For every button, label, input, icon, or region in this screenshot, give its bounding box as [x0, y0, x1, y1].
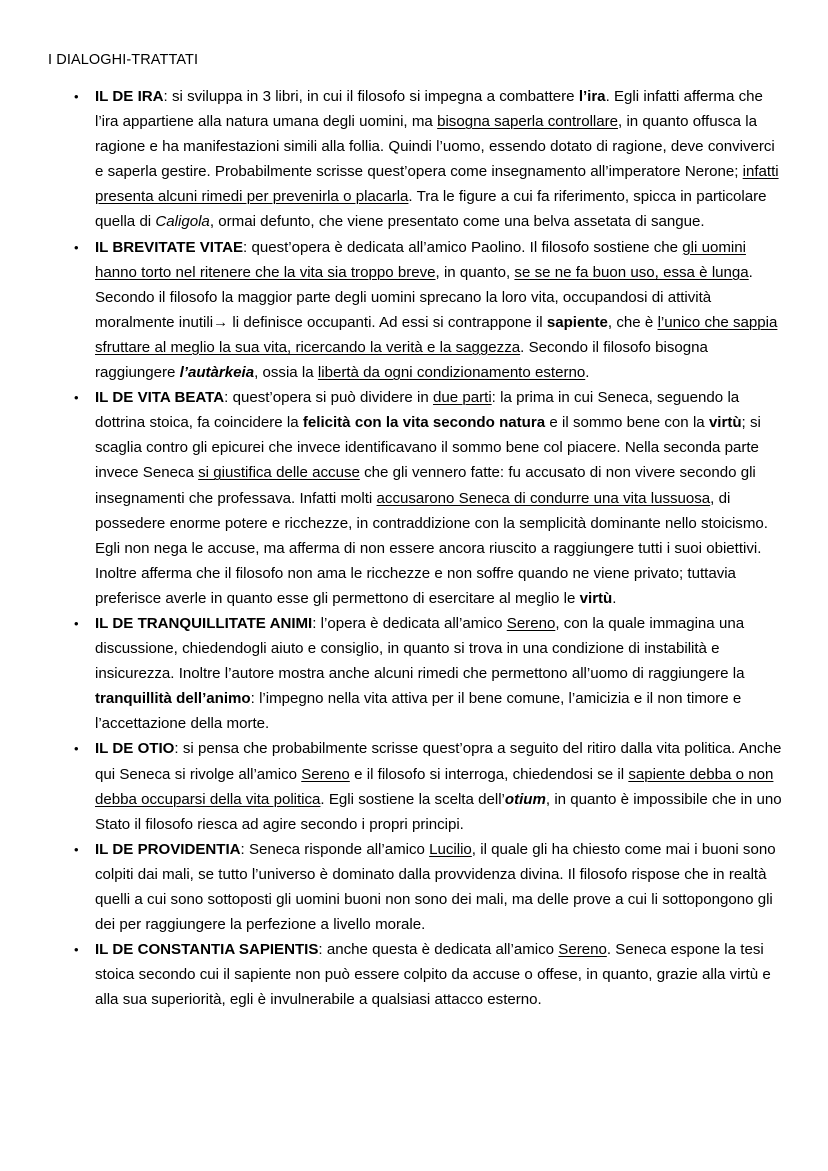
list-item-text: [95, 615, 744, 732]
text-run: , in quanto è impossibile che in uno Stato il filosofo riesca ad agire secondo i propri principi.: [95, 790, 782, 833]
text-run: , in quanto offusca la ragione e ha manifestazioni simili alla follia. Quindi l’uomo, essendo dotato di ragione, deve conviverci e saperla gestire. Probabilmente scrisse quest’opera come insegnamento all’imperatore Nerone;: [95, 113, 775, 181]
text-run: Sereno: [506, 614, 556, 632]
text-run: . Egli sostiene la scelta dell’: [320, 790, 505, 808]
text-run: : Seneca risponde all’amico: [240, 840, 430, 858]
text-run: : quest’opera si può dividere in: [224, 389, 433, 407]
text-run: l’ira: [578, 88, 606, 105]
bullet-marker-icon: [74, 84, 86, 109]
text-run: , che è: [607, 313, 658, 331]
page-title: I DIALOGHI-TRATTATI: [48, 52, 199, 68]
text-run: , di possedere enorme potere e ricchezze, in contraddizione con la semplicità dominante nello stoicismo. Egli non nega le accuse, ma afferma di non essere ancora riuscito a raggiungere tutti i suoi obiettivi. Inoltre afferma che il filosofo non ama le ricchezze e non soffre quando ne viene privato; tuttavia preferisce averle in quanto esse gli permettono di esercitare al meglio le: [95, 489, 768, 607]
text-run: infatti presenta alcuni rimedi per prevenirla o placarla: [95, 163, 779, 206]
text-run: , con la quale immagina una discussione, chiedendogli aiuto e consiglio, in quanto si trova in una condizione di instabilità e insicurezza. Inoltre l’autore mostra anche alcuni rimedi che permettono all’uomo di raggiungere la: [95, 614, 745, 683]
text-run: Sereno: [301, 765, 350, 783]
text-run: libertà da ogni condizionamento esterno: [317, 364, 586, 382]
text-run: sapiente debba o non debba occuparsi della vita politica: [95, 765, 774, 808]
list-item-heading: IL DE VITA BEATA: [95, 389, 225, 407]
text-run: . Secondo il filosofo la maggior parte degli uomini sprecano la loro vita, occupandosi di attività moralmente inutili: [95, 263, 753, 331]
text-run: : la prima in cui Seneca, seguendo la dottrina stoica, fa coincidere la: [95, 389, 740, 432]
text-run: otium: [504, 790, 546, 808]
text-run: : si pensa che probabilmente scrisse quest’opra a seguito del ritiro dalla vita politica. Anche qui Seneca si rivolge all’amico: [95, 740, 782, 783]
text-run: .: [585, 364, 590, 382]
text-run: virtù: [579, 589, 613, 607]
text-run: , ossia la: [254, 364, 318, 382]
text-run: : si sviluppa in 3 libri, in cui il filosofo si impegna a combattere: [163, 88, 579, 105]
list-item-heading: IL DE IRA: [95, 88, 164, 105]
list-item-text: [95, 740, 782, 832]
text-run: che gli vennero fatte: fu accusato di non vivere secondo gli insegnamenti che professava. Infatti molti: [95, 464, 756, 507]
text-run: tranquillità dell’animo: [95, 690, 251, 708]
list-item: [48, 235, 783, 386]
text-run: Caligola: [155, 213, 210, 231]
text-run: : l’opera è dedicata all’amico: [312, 614, 507, 632]
text-run: : quest’opera è dedicata all’amico Paolino. Il filosofo sostiene che: [243, 238, 683, 256]
text-run: Sereno: [558, 941, 607, 959]
bullet-marker-icon: [74, 611, 86, 636]
text-run: . Secondo il filosofo bisogna raggiungere: [95, 338, 708, 382]
text-run: , il quale gli ha chiesto come mai i buoni sono colpiti dai mali, se tutto l’universo è dominato dalla provvidenza divina. Il filosofo rispose che in realtà quelli a cui sono sottoposti gli uomini buoni non sono dei mali, ma delle prove a cui li sottopongono gli dei per raggiungere la perfezione a livello morale.: [95, 840, 776, 934]
text-run: : l’impegno nella vita attiva per il bene comune, l’amicizia e il non timore e l’accettazione della morte.: [95, 690, 742, 733]
text-run: virtù: [708, 414, 742, 432]
list-item: [48, 385, 783, 611]
text-run: e il filosofo si interroga, chiedendosi se il: [349, 765, 629, 783]
text-run: . Tra le figure a cui fa riferimento, spicca in particolare quella di: [95, 188, 767, 231]
text-run: . Seneca espone la tesi stoica secondo cui il sapiente non può essere colpito da accuse o offese, in quanto, grazie alla virtù e alla sua superiorità, egli è invulnerabile a qualsiasi attacco esterno.: [95, 941, 771, 1009]
list-item: [48, 84, 783, 235]
text-run: ; si scaglia contro gli epicurei che invece identificavano il sommo bene col piacere. Nella seconda parte invece Seneca: [95, 414, 761, 482]
list-item-text: [95, 941, 771, 1008]
text-run: →: [213, 313, 229, 331]
text-run: e il sommo bene con la: [545, 414, 709, 432]
text-run: gli uomini hanno torto nel ritenere che la vita sia troppo breve: [95, 238, 746, 281]
bullet-marker-icon: [74, 837, 86, 862]
text-run: accusarono Seneca di condurre una vita lussuosa: [376, 489, 711, 507]
list-item-text: [95, 389, 768, 607]
list-item: [48, 937, 783, 1012]
text-run: , ormai defunto, che viene presentato come una belva assetata di sangue.: [209, 213, 705, 231]
text-run: : anche questa è dedicata all’amico: [318, 941, 559, 959]
text-run: li definisce occupanti. Ad essi si contrappone il: [228, 313, 547, 331]
dialogues-list: [48, 84, 783, 1012]
list-item: [48, 837, 783, 937]
bullet-marker-icon: [74, 235, 86, 260]
text-run: .: [612, 589, 617, 607]
bullet-marker-icon: [74, 736, 86, 761]
text-run: Lucilio: [429, 840, 472, 858]
text-run: due parti: [433, 389, 492, 407]
list-item-heading: IL DE CONSTANTIA SAPIENTIS: [95, 941, 319, 959]
text-run: . Egli infatti afferma che l’ira appartiene alla natura umana degli uomini, ma: [95, 88, 763, 131]
text-run: se se ne fa buon uso, essa è lunga: [514, 263, 749, 281]
text-run: bisogna saperla controllare: [437, 113, 618, 131]
list-item-text: [95, 88, 779, 230]
bullet-marker-icon: [74, 937, 86, 962]
bullet-marker-icon: [74, 385, 86, 410]
list-item: [48, 611, 783, 736]
text-run: si giustifica delle accuse: [198, 464, 360, 482]
list-item: [48, 736, 783, 836]
list-item-text: [95, 841, 776, 933]
text-run: sapiente: [546, 313, 608, 331]
list-item-heading: IL DE OTIO: [95, 740, 175, 758]
list-item-heading: IL DE PROVIDENTIA: [95, 840, 241, 858]
list-item-text: [95, 239, 777, 381]
text-run: l’unico che sappia sfruttare al meglio la sua vita, ricercando la verità e la saggezza: [95, 313, 778, 356]
text-run: felicità con la vita secondo natura: [302, 414, 546, 432]
list-item-heading: IL BREVITATE VITAE: [95, 238, 243, 256]
text-run: l’autàrkeia: [179, 364, 255, 382]
list-item-heading: IL DE TRANQUILLITATE ANIMI: [95, 614, 313, 632]
text-run: , in quanto,: [435, 263, 515, 281]
